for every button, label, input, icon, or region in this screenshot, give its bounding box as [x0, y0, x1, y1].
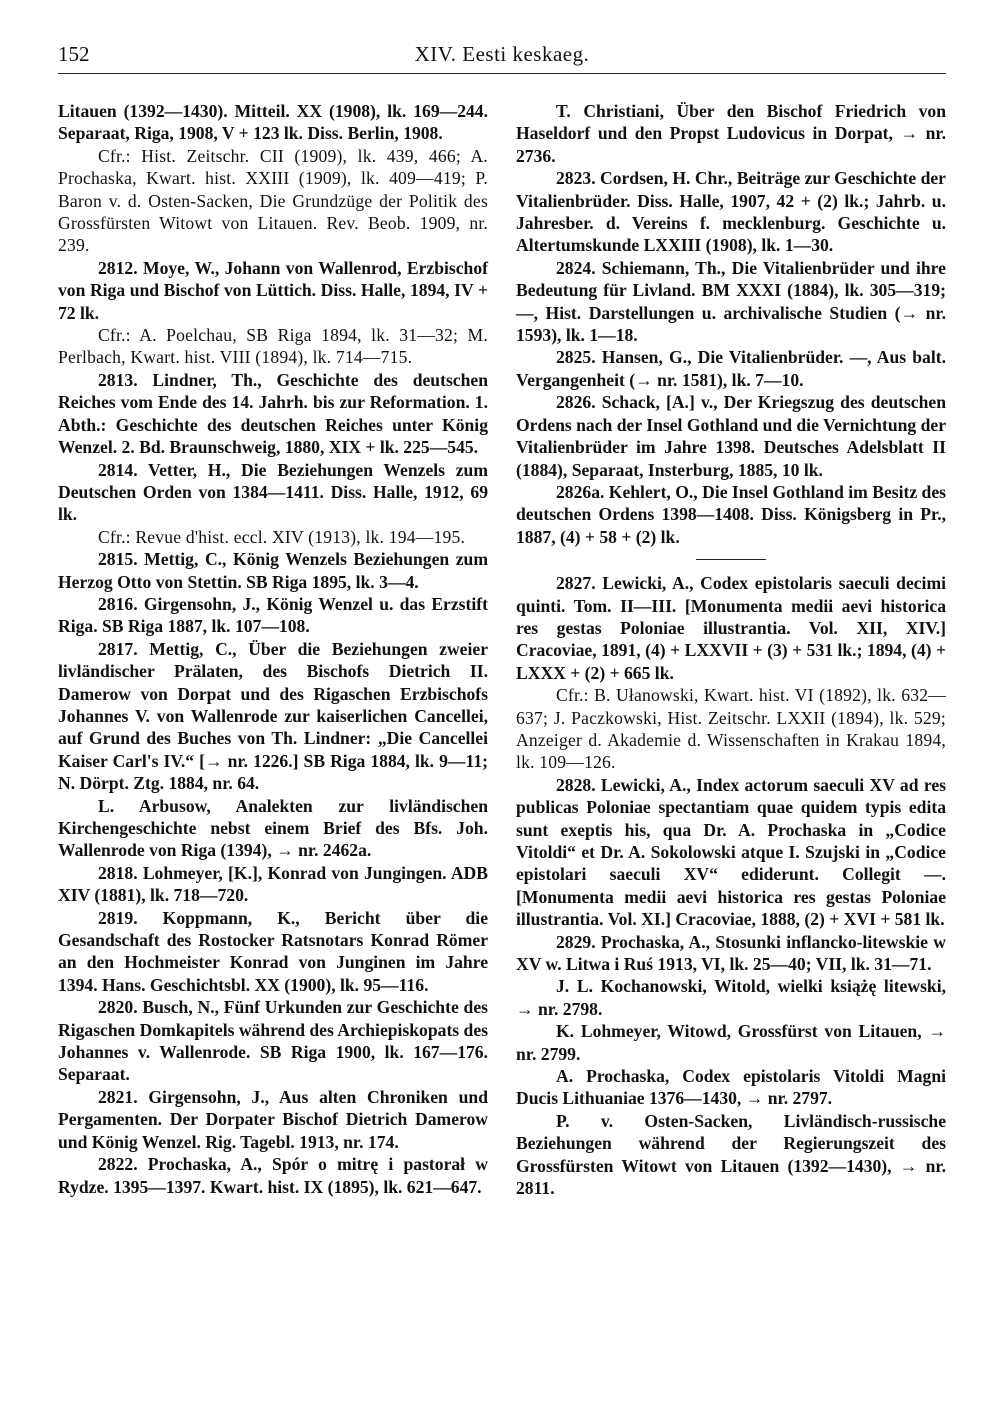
bibliography-entry: J. L. Kochanowski, Witold, wielki książę litewski, → nr. 2798.: [516, 976, 946, 1019]
bibliography-entry: 2828. Lewicki, A., Index actorum saeculi XV ad res publicas Poloniae spectantiam quae quidem typis edita sunt exeptis his, qua Dr. A. Prochaska in „Codice Vitoldi“ et Dr. A. Sokolowski atque I. Szujski in „Codice epistolari saeculi XV“ ediderunt. Collegit —. [Monumenta medii aevi historica res gestas Poloniae illustrantia. Vol. XI.] Cracoviae, 1888, (2) + XVI + 581 lk.: [516, 774, 946, 930]
running-head: XIV. Eesti keskaeg.: [414, 42, 590, 66]
bibliography-entry: Litauen (1392—1430). Mitteil. XX (1908), lk. 169—244. Separaat, Riga, 1908, V + 123 lk. Diss. Berlin, 1908.: [58, 101, 488, 144]
cfr-note: Cfr.: A. Poelchau, SB Riga 1894, lk. 31—32; M. Perlbach, Kwart. hist. VIII (1894), lk. 714—715.: [58, 325, 488, 368]
bibliography-entry: T. Christiani, Über den Bischof Friedrich von Haseldorf und den Propst Ludovicus in Dorpat, → nr. 2736.: [516, 101, 946, 166]
bibliography-entry: 2824. Schiemann, Th., Die Vitalienbrüder und ihre Bedeutung für Livland. BM XXXI (1884), lk. 305—319; —, Hist. Darstellungen u. archivalische Studien (→ nr. 1593), lk. 1—18.: [516, 257, 946, 346]
bibliography-entry: 2823. Cordsen, H. Chr., Beiträge zur Geschichte der Vitalienbrüder. Diss. Halle, 1907, 42 + (2) lk.; Jahrb. u. Jahresber. d. Vereins f. mecklenburg. Geschichte u. Altertumskunde LXXIII (1908), lk. 1—30.: [516, 168, 946, 256]
section-divider: [696, 559, 766, 560]
page-header: [58, 38, 946, 72]
bibliography-entry: 2813. Lindner, Th., Geschichte des deutschen Reiches vom Ende des 14. Jahrh. bis zur Reformation. 1. Abth.: Geschichte des deutschen Reiches unter König Wenzel. 2. Bd. Braunschweig, 1880, XIX + lk. 225—545.: [58, 369, 488, 458]
left-column: [58, 100, 488, 1198]
bibliography-entry: 2825. Hansen, G., Die Vitalienbrüder. —, Aus balt. Vergangenheit (→ nr. 1581), lk. 7—10.: [516, 347, 946, 390]
bibliography-entry: L. Arbusow, Analekten zur livländischen Kirchengeschichte nebst einem Brief des Bfs. Joh. Wallenrode von Riga (1394), → nr. 2462a.: [58, 795, 488, 861]
cfr-note: Cfr.: Revue d'hist. eccl. XIV (1913), lk. 194—195.: [98, 526, 466, 547]
bibliography-entry: 2819. Koppmann, K., Bericht über die Gesandschaft des Rostocker Ratsnotars Konrad Römer an den Hochmeister Konrad von Junginen im Jahre 1394. Hans. Geschichtsbl. XX (1900), lk. 95—116.: [58, 907, 488, 995]
bibliography-entry: 2829. Prochaska, A., Stosunki inflancko-litewskie w XV w. Litwa i Ruś 1913, VI, lk. 25—40; VII, lk. 31—71.: [516, 931, 946, 975]
page-number: 152: [58, 42, 90, 66]
bibliography-entry: 2827. Lewicki, A., Codex epistolaris saeculi decimi quinti. Tom. II—III. [Monumenta medii aevi historica res gestas Poloniae illustrantia. Vol. XII, XIV.] Cracoviae, 1891, (4) + LXXVII + (3) + 531 lk.; 1894, (4) + LXXX + (2) + 665 lk.: [516, 573, 946, 683]
bibliography-entry: 2817. Mettig, C., Über die Beziehungen zweier livländischer Prälaten, des Bischofs Dietrich II. Damerow von Dorpat und des Rigaschen Erzbischofs Johannes V. von Wallenrode zur kaiserlichen Cancellei, auf Grund des Buches von Th. Lindner: „Die Cancellei Kaiser Carl's IV.“ [→ nr. 1226.] SB Riga 1884, lk. 9—11; N. Dörpt. Ztg. 1884, nr. 64.: [58, 638, 488, 794]
bibliography-entry: 2826. Schack, [A.] v., Der Kriegszug des deutschen Ordens nach der Insel Gothland und die Vernichtung der Vitalienbrüder im Jahre 1398. Deutsches Adelsblatt II (1884), Separaat, Insterburg, 1885, 10 lk.: [516, 392, 946, 480]
bibliography-entry: 2814. Vetter, H., Die Beziehungen Wenzels zum Deutschen Orden von 1384—1411. Diss. Halle, 1912, 69 lk.: [58, 459, 488, 525]
right-column: [516, 100, 946, 1200]
cfr-note: Cfr.: Hist. Zeitschr. CII (1909), lk. 439, 466; A. Prochaska, Kwart. hist. XXIII (1909), lk. 409—419; P. Baron v. d. Osten-Sacken, Die Grundzüge der Politik des Grossfürsten Witowt von Litauen. Rev. Beob. 1909, nr. 239.: [58, 145, 488, 256]
bibliography-entry: 2826a. Kehlert, O., Die Insel Gothland im Besitz des deutschen Ordens 1398—1408. Diss. Königsberg in Pr., 1887, (4) + 58 + (2) lk.: [516, 481, 946, 547]
bibliography-entry: 2820. Busch, N., Fünf Urkunden zur Geschichte des Rigaschen Domkapitels während des Archiepiskopats des Johannes v. Wallenrode. SB Riga 1900, lk. 167—176. Separaat.: [58, 997, 488, 1085]
bibliography-entry: 2812. Moye, W., Johann von Wallenrod, Erzbischof von Riga und Bischof von Lüttich. Diss. Halle, 1894, IV + 72 lk.: [58, 257, 488, 323]
bibliography-entry: 2815. Mettig, C., König Wenzels Beziehungen zum Herzog Otto von Stettin. SB Riga 1895, lk. 3—4.: [58, 549, 488, 592]
bibliography-entry: 2816. Girgensohn, J., König Wenzel u. das Erzstift Riga. SB Riga 1887, lk. 107—108.: [58, 593, 488, 637]
bibliography-entry: 2821. Girgensohn, J., Aus alten Chroniken und Pergamenten. Der Dorpater Bischof Dietrich Damerow und König Wenzel. Rig. Tagebl. 1913, nr. 174.: [58, 1086, 488, 1152]
bibliography-entry: P. v. Osten-Sacken, Livländisch-russische Beziehungen während der Regierungszeit des Grossfürsten Witowt von Litauen (1392—1430), → nr. 2811.: [516, 1110, 946, 1199]
bibliography-entry: A. Prochaska, Codex epistolaris Vitoldi Magni Ducis Lithuaniae 1376—1430, → nr. 2797.: [516, 1066, 946, 1109]
cfr-note: Cfr.: B. Ułanowski, Kwart. hist. VI (1892), lk. 632— 637; J. Paczkowski, Hist. Zeitschr. LXXII (1894), lk. 529; Anzeiger d. Akademie d. Wissenschaften in Krakau 1894, lk. 109—126.: [516, 685, 946, 773]
bibliography-entry: 2818. Lohmeyer, [K.], Konrad von Jungingen. ADB XIV (1881), lk. 718—720.: [58, 862, 488, 906]
bibliography-entry: 2822. Prochaska, A., Spór o mitrę i pastorał w Rydze. 1395—1397. Kwart. hist. IX (1895), lk. 621—647.: [58, 1154, 488, 1197]
header-rule: [58, 73, 946, 74]
bibliography-entry: K. Lohmeyer, Witowd, Grossfürst von Litauen, → nr. 2799.: [516, 1021, 946, 1064]
